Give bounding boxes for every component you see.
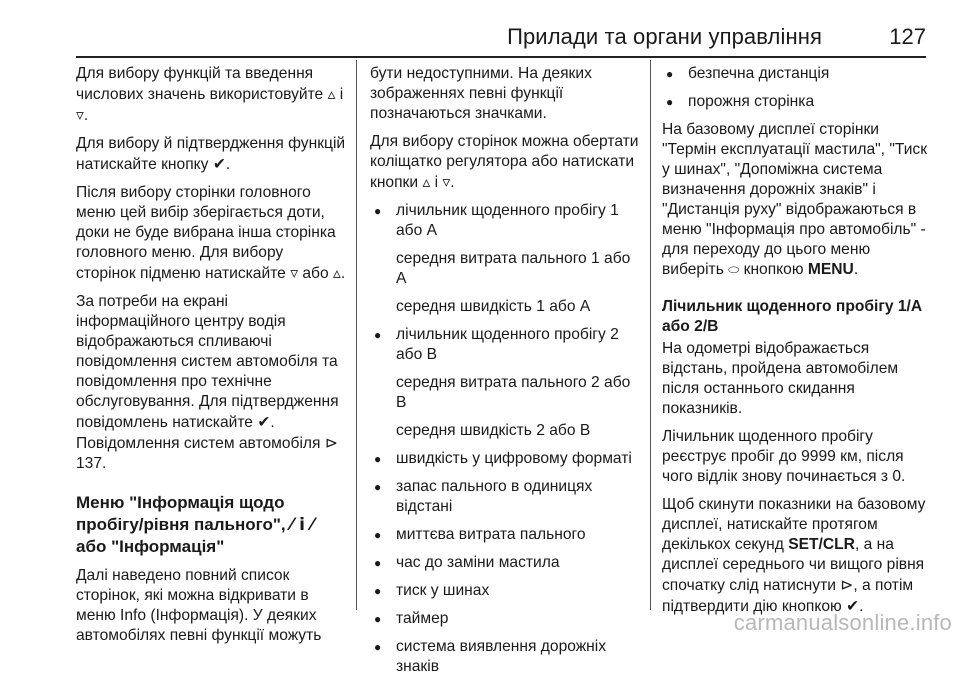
text: Щоб скинути показники на базовому дисплеї, натискайте протягом декількох секунд [662, 496, 926, 553]
text: Для вибору й підтвердження функцій натискайте кнопку [76, 135, 346, 173]
column-3 [662, 64, 932, 625]
section-heading: Лічильник щоденного пробігу 1/A або 2/B [662, 298, 922, 335]
text: кнопкою [743, 261, 804, 278]
down-icon: ▿ [76, 106, 84, 124]
list-item [370, 201, 640, 317]
paragraph: Лічильник щоденного пробігу реєструє пробіг до 9999 км, після чого відлік знову починається з 0. [662, 428, 906, 485]
page-title: Прилади та органи управління [507, 24, 822, 49]
list-item: ● безпечна дистанція [662, 64, 932, 84]
check-icon: ✔ [212, 155, 226, 173]
check-icon: ✔ [846, 597, 860, 615]
list-item: ● система виявлення дорожніх знаків [370, 637, 640, 677]
item-text: лічильник щоденного пробігу 2 або В [396, 326, 619, 363]
text: Для вибору сторінок можна обертати коліщатко регулятора або натискати кнопки [370, 133, 639, 191]
play-icon: ⊳ [840, 576, 854, 594]
set-clr-button-label: SET/CLR [788, 536, 855, 553]
paragraph: бути недоступними. На деяких зображеннях певні функції позначаються значками. [370, 65, 592, 122]
paragraph: На базовому дисплеї сторінки "Термін експлуатації мастила", "Тиск у шинах", "Допоміжна система визначення дорожніх знаків" і "Дистанція руху" відображаються в меню "Інформація про автомобіль" - для переходу до цього меню виберіть ⬭ кнопкою MENU. [662, 121, 928, 278]
up-icon: ▵ [422, 173, 431, 191]
list-item: ● швидкість у цифровому форматі [370, 449, 640, 469]
list-item: ● миттєва витрата пального [370, 525, 640, 545]
info-pages-list [370, 201, 640, 677]
text: , а на дисплеї середнього чи вищого рівня спочатку слід натиснути [662, 536, 925, 594]
paragraph: Для вибору сторінок можна обертати коліщатко регулятора або натискати кнопки ▵ і ▿. [370, 133, 639, 191]
item-text: середня витрата пального 1 або А [396, 250, 631, 287]
item-text: лічильник щоденного пробігу 1 або А [396, 202, 619, 239]
text: , а потім підтвердити дію кнопкою [662, 577, 914, 615]
car-icon: ⬭ [728, 263, 740, 278]
heading-text: Меню "Інформація щодо пробігу/рівня пального", [76, 493, 286, 534]
column-divider [650, 60, 651, 610]
paragraph: Після вибору сторінки головного меню цей вибір зберігається доти, доки не буде вибрана інша сторінка головного меню. Для вибору сторінок підменю натискайте ▿ або ▵. [76, 184, 346, 282]
up-icon: ▵ [327, 85, 336, 103]
info-pages-list-continued [662, 64, 932, 112]
text: На базовому дисплеї сторінки "Термін експлуатації мастила", "Тиск у шинах", "Допоміжна система визначення дорожніх знаків" і "Дистанція руху" відображаються в меню "Інформація про автомобіль" - для переходу до цього меню виберіть [662, 121, 928, 278]
page-number: 127 [889, 24, 926, 49]
list-item: ● тиск у шинах [370, 581, 640, 601]
text: і [434, 174, 439, 191]
text: і [339, 86, 344, 103]
list-item: ● таймер [370, 609, 640, 629]
text: або [302, 265, 329, 282]
watermark: carmanualsonline.info [733, 610, 952, 635]
item-text: середня швидкість 1 або А [396, 298, 591, 315]
paragraph: Для вибору й підтвердження функцій натискайте кнопку ✔. [76, 135, 346, 173]
text: . Повідомлення систем автомобіля [76, 414, 321, 452]
column-2 [370, 64, 640, 685]
paragraph: Щоб скинути показники на базовому дисплеї, натискайте протягом декількох секунд SET/CLR, а на дисплеї середнього чи вищого рівня спочатку слід натиснути ⊳, а потім підтвердити дію кнопкою ✔. [662, 496, 926, 615]
reference-arrow-icon: ⊳ [324, 434, 338, 452]
page-reference[interactable]: 137. [76, 455, 107, 472]
paragraph: Для вибору функцій та введення числових значень використовуйте ▵ і ▿. [76, 65, 344, 124]
menu-button-label: MENU [807, 261, 854, 278]
text: Після вибору сторінки головного меню цей вибір зберігається доти, доки не буде вибрана інша сторінка головного меню. Для вибору сторінок підменю натискайте [76, 184, 336, 282]
text: За потреби на екрані інформаційного центру водія відображаються спливаючі повідомлення систем автомобіля та повідомлення про технічне обслуговування. Для підтвердження повідомлень натискайте [76, 293, 339, 431]
page-header [76, 20, 926, 58]
paragraph: На одометрі відображається відстань, пройдена автомобілем після останнього скидання показників. [662, 340, 899, 417]
list-item: ● порожня сторінка [662, 92, 932, 112]
check-icon: ✔ [257, 413, 271, 431]
up-icon: ▵ [332, 264, 341, 282]
list-item: ● запас пального в одиницях відстані [370, 477, 640, 517]
down-icon: ▿ [442, 173, 451, 191]
section-heading [76, 492, 346, 558]
column-divider [356, 60, 357, 610]
list-item [370, 325, 640, 441]
paragraph [76, 292, 346, 474]
list-item: ● час до заміни мастила [370, 553, 640, 573]
item-text: середня витрата пального 2 або В [396, 374, 631, 411]
paragraph: Далі наведено повний список сторінок, які можна відкривати в меню Info (Інформація). У деяких автомобілях певні функції можуть [76, 567, 322, 644]
text: Для вибору функцій та введення числових значень використовуйте [76, 65, 324, 103]
info-icon: ⁄ i ⁄ [290, 515, 314, 535]
column-1 [76, 64, 346, 654]
heading-text: або "Інформація" [76, 537, 225, 556]
item-text: середня швидкість 2 або В [396, 422, 591, 439]
down-icon: ▿ [290, 264, 299, 282]
